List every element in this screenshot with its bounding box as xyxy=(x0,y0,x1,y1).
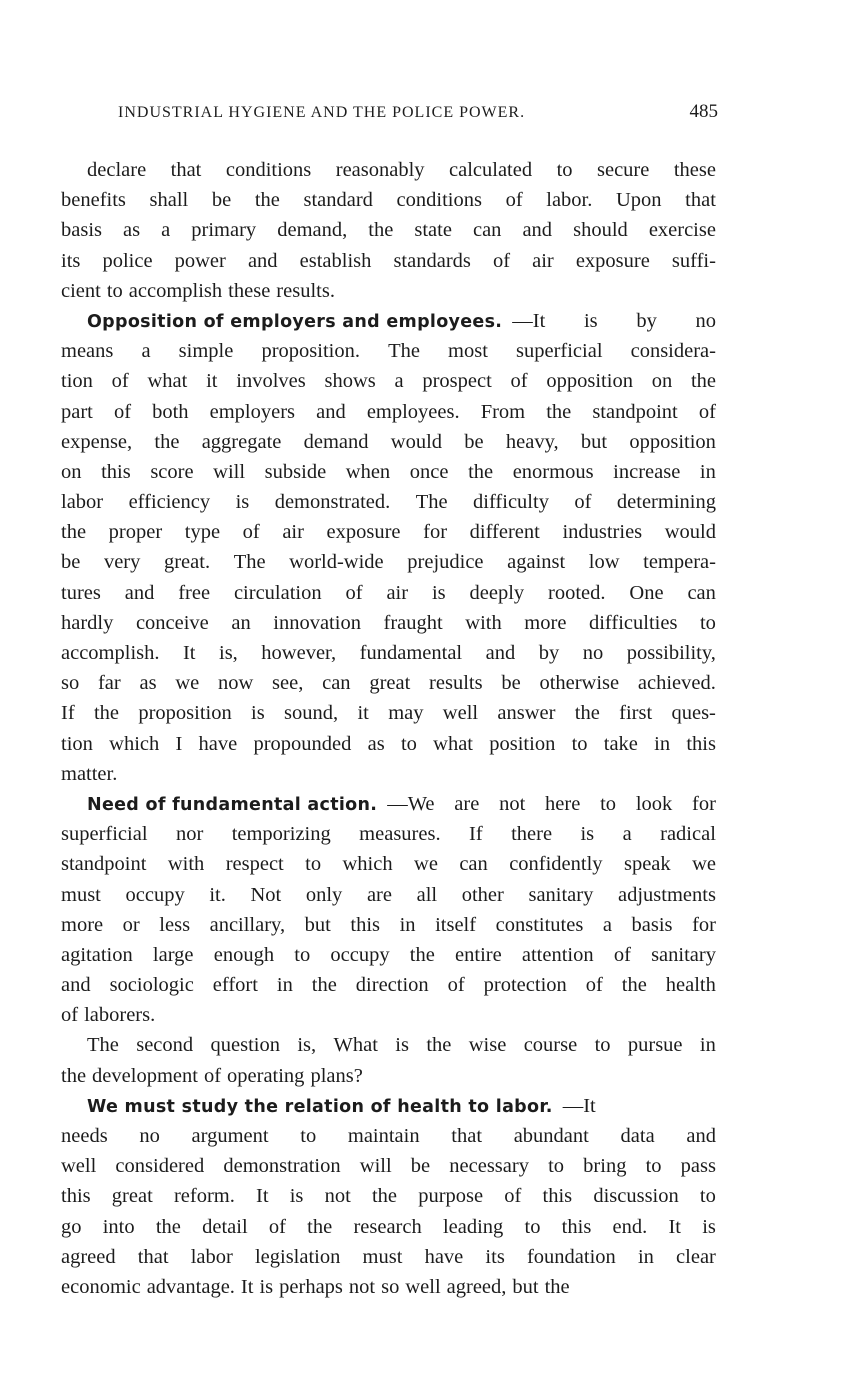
text-line: well considered demonstration will be necessary to bring to pass xyxy=(61,1155,716,1178)
text-line: so far as we now see, can great results be otherwise achieved. xyxy=(61,672,716,695)
page-number: 485 xyxy=(689,101,718,122)
text-line: The second question is, What is the wise course to pursue in xyxy=(87,1034,716,1057)
text-line: matter. xyxy=(61,762,118,785)
text-line: this great reform. It is not the purpose of this discussion to xyxy=(61,1185,716,1208)
paragraph-heading-line xyxy=(61,1091,716,1121)
text-line: go into the detail of the research leading to this end. It is xyxy=(61,1215,716,1238)
text-line: of laborers. xyxy=(61,1004,156,1027)
section-heading: Need of fundamental action. xyxy=(87,794,378,815)
paragraph xyxy=(61,1030,716,1090)
paragraph-heading-line xyxy=(61,789,716,819)
text-line: declare that conditions reasonably calculated to secure these xyxy=(87,159,716,181)
text-line: accomplish. It is, however, fundamental and by no possibility, xyxy=(61,642,716,664)
text-line: more or less ancillary, but this in itself constitutes a basis for xyxy=(61,913,716,936)
paragraph xyxy=(61,1091,716,1302)
text-line: economic advantage. It is perhaps not so well agreed, but the xyxy=(61,1275,570,1298)
text-line: means a simple proposition. The most superficial considera- xyxy=(61,340,716,363)
heading-line-tail: —We are not here to look for xyxy=(387,792,716,815)
text-line: benefits shall be the standard conditions of labor. Upon that xyxy=(61,189,716,212)
text-line: and sociologic effort in the direction of protection of the health xyxy=(61,974,716,997)
heading-line-tail: —It is by no xyxy=(512,309,716,332)
paragraph xyxy=(61,155,716,306)
text-line: must occupy it. Not only are all other sanitary adjustments xyxy=(61,883,716,906)
text-line: agreed that labor legislation must have its foundation in clear xyxy=(61,1245,716,1268)
text-line: tures and free circulation of air is deeply rooted. One can xyxy=(61,581,716,604)
text-line: tion which I have propounded as to what position to take in this xyxy=(61,732,716,755)
text-line: basis as a primary demand, the state can and should exercise xyxy=(61,219,716,242)
text-line: agitation large enough to occupy the entire attention of sanitary xyxy=(61,943,716,966)
text-line: standpoint with respect to which we can confidently speak we xyxy=(61,853,716,876)
text-line: part of both employers and employees. From the standpoint of xyxy=(61,400,716,423)
text-line: needs no argument to maintain that abundant data and xyxy=(61,1125,716,1147)
text-line: hardly conceive an innovation fraught with more difficulties to xyxy=(61,611,716,634)
text-line: the proper type of air exposure for different industries would xyxy=(61,521,716,544)
text-line: on this score will subside when once the enormous increase in xyxy=(61,460,716,483)
heading-line-tail: —It xyxy=(562,1094,596,1117)
text-line: labor efficiency is demonstrated. The difficulty of determining xyxy=(61,491,716,514)
text-line: the development of operating plans? xyxy=(61,1064,363,1087)
section-heading: Opposition of employers and employees. xyxy=(87,311,503,332)
paragraph xyxy=(61,306,716,789)
running-head xyxy=(118,101,718,131)
text-line: If the proposition is sound, it may well answer the first ques- xyxy=(61,702,716,725)
body-text xyxy=(61,155,716,1302)
text-line: be very great. The world-wide prejudice against low tempera- xyxy=(61,551,716,574)
paragraph-heading-line xyxy=(61,306,716,336)
text-line: its police power and establish standards of air exposure suffi- xyxy=(61,249,716,272)
text-line: superficial nor temporizing measures. If there is a radical xyxy=(61,823,716,846)
text-line: expense, the aggregate demand would be heavy, but opposition xyxy=(61,430,716,453)
section-heading: We must study the relation of health to labor. xyxy=(87,1096,553,1117)
text-line: cient to accomplish these results. xyxy=(61,279,335,302)
text-line: tion of what it involves shows a prospect of opposition on the xyxy=(61,370,716,393)
running-title: INDUSTRIAL HYGIENE AND THE POLICE POWER. xyxy=(118,104,526,121)
paragraph xyxy=(61,789,716,1031)
